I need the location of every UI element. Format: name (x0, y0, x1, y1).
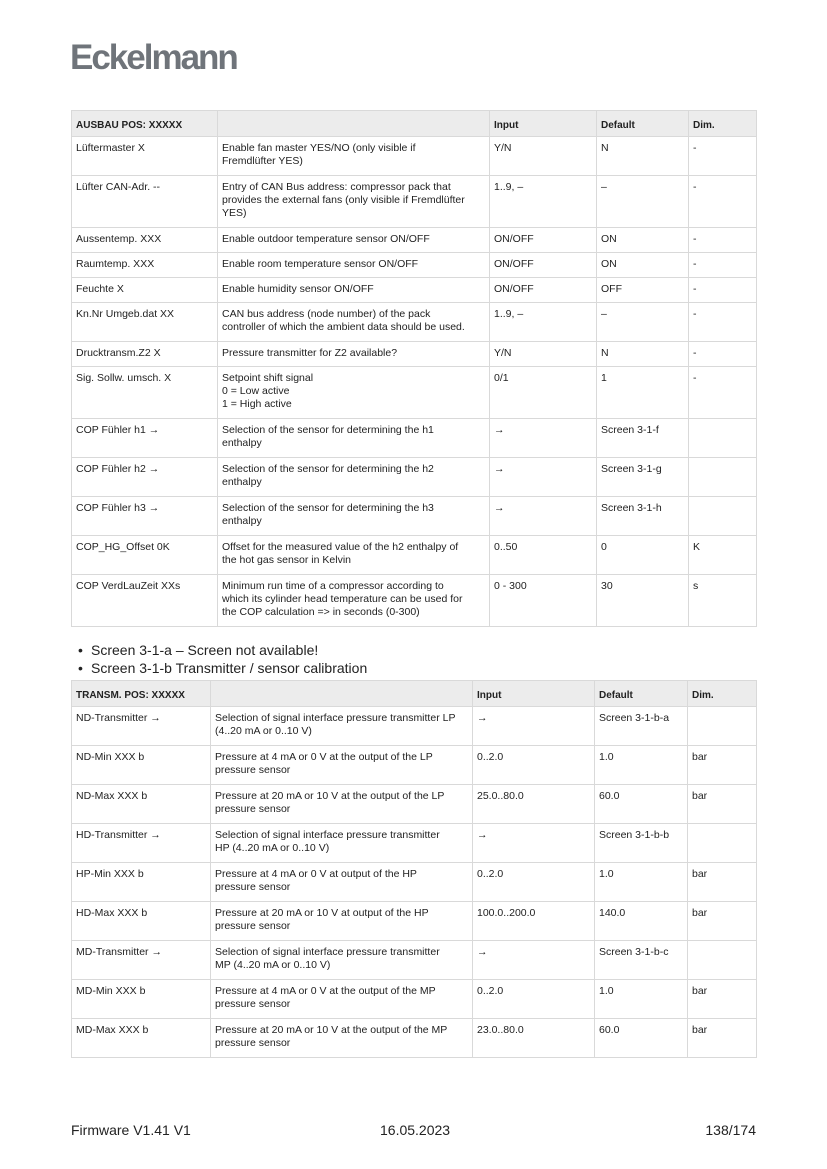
input-cell: 25.0..80.0 (473, 785, 595, 824)
default-cell: 1 (597, 367, 689, 419)
input-cell: 1..9, – (490, 176, 597, 228)
dim-cell (689, 419, 757, 458)
table-row (72, 707, 757, 746)
input-cell: 0..50 (490, 536, 597, 575)
table-row (72, 367, 757, 419)
list-item: • Screen 3-1-b Transmitter / sensor calibration (78, 659, 367, 677)
dim-cell: bar (688, 785, 757, 824)
default-cell: ON (597, 253, 689, 278)
table-row (72, 137, 757, 176)
default-cell: N (597, 137, 689, 176)
table-row (72, 941, 757, 980)
table-row (72, 419, 757, 458)
input-cell: 23.0..80.0 (473, 1019, 595, 1058)
dim-cell (688, 824, 757, 863)
dim-cell (689, 458, 757, 497)
default-cell: 140.0 (595, 902, 688, 941)
input-cell: → (490, 419, 597, 458)
param-name-cell: Sig. Sollw. umsch. X (72, 367, 218, 419)
screen-notes-list (78, 641, 367, 677)
table-row (72, 863, 757, 902)
description-cell: Setpoint shift signal 0 = Low active 1 = High active (218, 367, 490, 419)
description-cell: Pressure at 4 mA or 0 V at output of the HP pressure sensor (211, 863, 473, 902)
input-cell: → (473, 824, 595, 863)
param-name-cell: ND-Transmitter → (72, 707, 211, 746)
table-header-row (72, 111, 757, 137)
default-cell: 60.0 (595, 785, 688, 824)
dim-cell (689, 497, 757, 536)
param-name-cell: MD-Transmitter → (72, 941, 211, 980)
table-row (72, 746, 757, 785)
column-header: TRANSM. POS: XXXXX (72, 681, 211, 707)
column-header: Dim. (689, 111, 757, 137)
description-cell: Minimum run time of a compressor according to which its cylinder head temperature can be used for the COP calculation => in seconds (0-300) (218, 575, 490, 627)
description-cell: Pressure transmitter for Z2 available? (218, 342, 490, 367)
default-cell: 1.0 (595, 863, 688, 902)
table-header-row (72, 681, 757, 707)
column-header: Default (595, 681, 688, 707)
param-name-cell: MD-Min XXX b (72, 980, 211, 1019)
param-name-cell: Aussentemp. XXX (72, 228, 218, 253)
description-cell: Selection of the sensor for determining the h1 enthalpy (218, 419, 490, 458)
description-cell: Selection of the sensor for determining the h3 enthalpy (218, 497, 490, 536)
dim-cell: K (689, 536, 757, 575)
input-cell: 0..2.0 (473, 980, 595, 1019)
default-cell: Screen 3-1-f (597, 419, 689, 458)
description-cell: Enable room temperature sensor ON/OFF (218, 253, 490, 278)
description-cell: Enable outdoor temperature sensor ON/OFF (218, 228, 490, 253)
input-cell: → (473, 707, 595, 746)
dim-cell: - (689, 303, 757, 342)
description-cell: Pressure at 20 mA or 10 V at the output of the MP pressure sensor (211, 1019, 473, 1058)
dim-cell: bar (688, 902, 757, 941)
table-row (72, 1019, 757, 1058)
input-cell: 0 - 300 (490, 575, 597, 627)
footer-date: 16.05.2023 (380, 1122, 451, 1138)
table-row (72, 278, 757, 303)
dim-cell: - (689, 278, 757, 303)
input-cell: 0..2.0 (473, 746, 595, 785)
param-name-cell: HD-Transmitter → (72, 824, 211, 863)
table-row (72, 536, 757, 575)
default-cell: Screen 3-1-h (597, 497, 689, 536)
param-name-cell: COP Fühler h3 → (72, 497, 218, 536)
dim-cell: bar (688, 746, 757, 785)
dim-cell: bar (688, 863, 757, 902)
param-name-cell: COP_HG_Offset 0K (72, 536, 218, 575)
param-name-cell: Drucktransm.Z2 X (72, 342, 218, 367)
table-row (72, 497, 757, 536)
description-cell: Selection of signal interface pressure transmitter LP (4..20 mA or 0..10 V) (211, 707, 473, 746)
default-cell: 30 (597, 575, 689, 627)
default-cell: – (597, 176, 689, 228)
table-row (72, 575, 757, 627)
dim-cell: - (689, 253, 757, 278)
input-cell: → (490, 458, 597, 497)
column-header: Default (597, 111, 689, 137)
description-cell: Pressure at 4 mA or 0 V at the output of the LP pressure sensor (211, 746, 473, 785)
dim-cell: bar (688, 1019, 757, 1058)
description-cell: Enable fan master YES/NO (only visible if Fremdlüfter YES) (218, 137, 490, 176)
description-cell: Entry of CAN Bus address: compressor pack that provides the external fans (only visible if Fremdlüfter YES) (218, 176, 490, 228)
default-cell: Screen 3-1-b-b (595, 824, 688, 863)
param-name-cell: Lüfter CAN-Adr. -- (72, 176, 218, 228)
default-cell: 60.0 (595, 1019, 688, 1058)
dim-cell: - (689, 367, 757, 419)
table-row (72, 228, 757, 253)
default-cell: Screen 3-1-b-c (595, 941, 688, 980)
param-name-cell: COP Fühler h1 → (72, 419, 218, 458)
param-name-cell: HP-Min XXX b (72, 863, 211, 902)
param-name-cell: ND-Min XXX b (72, 746, 211, 785)
input-cell: → (490, 497, 597, 536)
description-cell: Selection of the sensor for determining the h2 enthalpy (218, 458, 490, 497)
param-name-cell: COP VerdLauZeit XXs (72, 575, 218, 627)
column-header: Input (473, 681, 595, 707)
column-header (218, 111, 490, 137)
param-name-cell: Kn.Nr Umgeb.dat XX (72, 303, 218, 342)
eckelmann-logo: Eckelmann (70, 38, 237, 77)
column-header: Dim. (688, 681, 757, 707)
input-cell: 1..9, – (490, 303, 597, 342)
list-item: • Screen 3-1-a – Screen not available! (78, 641, 367, 659)
input-cell: 100.0..200.0 (473, 902, 595, 941)
input-cell: 0..2.0 (473, 863, 595, 902)
default-cell: 1.0 (595, 746, 688, 785)
footer-firmware: Firmware V1.41 V1 (71, 1122, 191, 1138)
input-cell: 0/1 (490, 367, 597, 419)
input-cell: ON/OFF (490, 278, 597, 303)
column-header: AUSBAU POS: XXXXX (72, 111, 218, 137)
description-cell: Pressure at 20 mA or 10 V at output of the HP pressure sensor (211, 902, 473, 941)
table-row (72, 458, 757, 497)
default-cell: OFF (597, 278, 689, 303)
table-row (72, 253, 757, 278)
dim-cell (688, 941, 757, 980)
dim-cell: bar (688, 980, 757, 1019)
description-cell: Selection of signal interface pressure transmitter HP (4..20 mA or 0..10 V) (211, 824, 473, 863)
param-name-cell: Raumtemp. XXX (72, 253, 218, 278)
table-row (72, 902, 757, 941)
default-cell: N (597, 342, 689, 367)
table-row (72, 824, 757, 863)
param-name-cell: ND-Max XXX b (72, 785, 211, 824)
dim-cell: - (689, 342, 757, 367)
description-cell: CAN bus address (node number) of the pack controller of which the ambient data should be used. (218, 303, 490, 342)
default-cell: ON (597, 228, 689, 253)
input-cell: ON/OFF (490, 253, 597, 278)
param-name-cell: COP Fühler h2 → (72, 458, 218, 497)
default-cell: 0 (597, 536, 689, 575)
default-cell: 1.0 (595, 980, 688, 1019)
table-row (72, 303, 757, 342)
column-header: Input (490, 111, 597, 137)
table-row (72, 342, 757, 367)
transmitter-parameter-table (71, 680, 757, 1058)
input-cell: ON/OFF (490, 228, 597, 253)
param-name-cell: HD-Max XXX b (72, 902, 211, 941)
table-row (72, 980, 757, 1019)
footer-page-number: 138/174 (705, 1122, 756, 1138)
description-cell: Enable humidity sensor ON/OFF (218, 278, 490, 303)
description-cell: Selection of signal interface pressure transmitter MP (4..20 mA or 0..10 V) (211, 941, 473, 980)
input-cell: Y/N (490, 137, 597, 176)
default-cell: Screen 3-1-b-a (595, 707, 688, 746)
dim-cell: - (689, 176, 757, 228)
input-cell: Y/N (490, 342, 597, 367)
param-name-cell: Feuchte X (72, 278, 218, 303)
ausbau-parameter-table (71, 110, 757, 627)
param-name-cell: Lüftermaster X (72, 137, 218, 176)
column-header (211, 681, 473, 707)
default-cell: Screen 3-1-g (597, 458, 689, 497)
default-cell: – (597, 303, 689, 342)
description-cell: Pressure at 20 mA or 10 V at the output of the LP pressure sensor (211, 785, 473, 824)
param-name-cell: MD-Max XXX b (72, 1019, 211, 1058)
dim-cell: - (689, 137, 757, 176)
description-cell: Pressure at 4 mA or 0 V at the output of the MP pressure sensor (211, 980, 473, 1019)
dim-cell (688, 707, 757, 746)
table-row (72, 785, 757, 824)
dim-cell: s (689, 575, 757, 627)
input-cell: → (473, 941, 595, 980)
dim-cell: - (689, 228, 757, 253)
table-row (72, 176, 757, 228)
description-cell: Offset for the measured value of the h2 enthalpy of the hot gas sensor in Kelvin (218, 536, 490, 575)
